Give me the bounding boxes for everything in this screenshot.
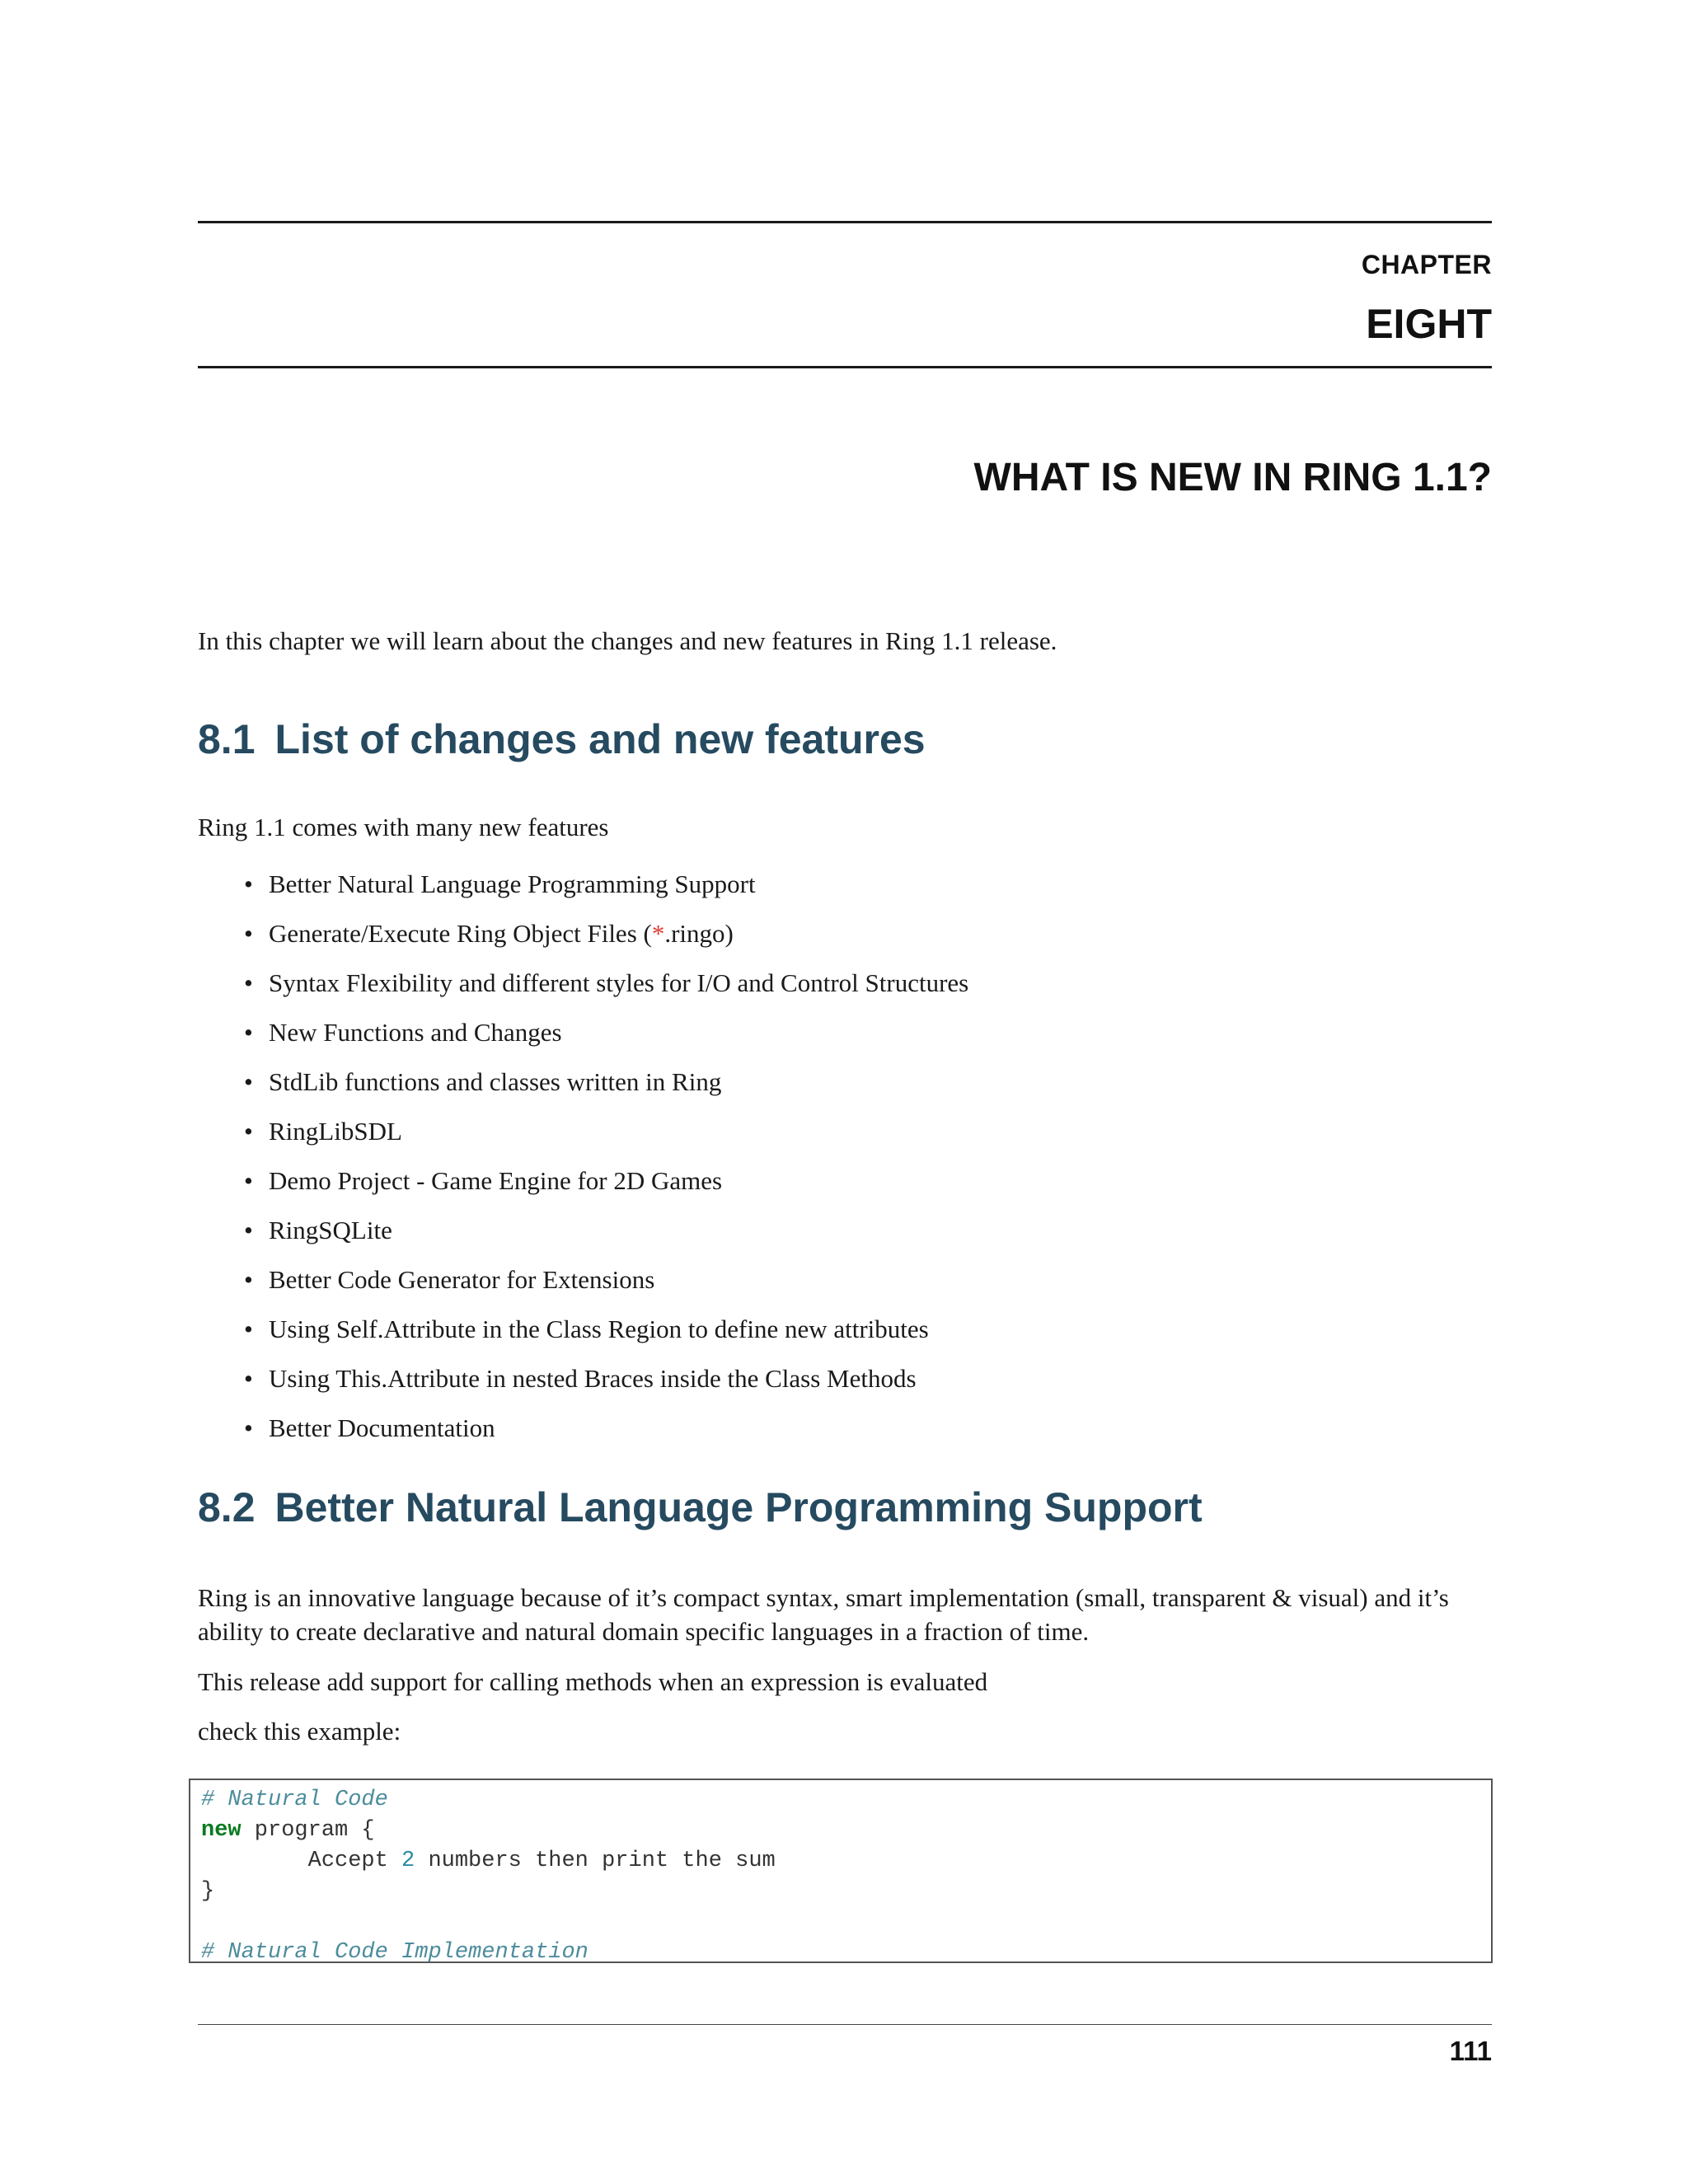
code-text: numbers then print the sum (415, 1849, 776, 1873)
code-keyword: new (201, 1818, 241, 1843)
list-item[interactable]: • Syntax Flexibility and different styles for I/O and Control Structures (198, 967, 968, 1016)
bullet-icon: • (244, 1315, 253, 1343)
code-text: } (201, 1879, 215, 1904)
code-listing (190, 1780, 1491, 1963)
list-item[interactable]: • Using This.Attribute in nested Braces inside the Class Methods (198, 1362, 968, 1412)
feature-list (198, 868, 968, 1461)
section-heading-8-2[interactable] (198, 1483, 1203, 1531)
chapter-title: WHAT IS NEW IN RING 1.1? (973, 456, 1492, 499)
intro-paragraph: In this chapter we will learn about the changes and new features in Ring 1.1 release. (198, 626, 1057, 655)
code-block[interactable] (189, 1779, 1493, 1963)
page-number: 111 (1449, 2036, 1492, 2066)
bullet-icon: • (244, 1364, 253, 1393)
bullet-icon: • (244, 1265, 253, 1294)
code-number: 2 (401, 1849, 415, 1873)
section-title: Better Natural Language Programming Support (274, 1484, 1203, 1530)
section-title: List of changes and new features (274, 716, 926, 762)
list-item[interactable]: • Better Code Generator for Extensions (198, 1263, 968, 1313)
code-text: Accept (201, 1849, 402, 1873)
list-item[interactable]: • Better Natural Language Programming Support (198, 868, 968, 917)
list-item[interactable]: • StdLib functions and classes written in Ring (198, 1066, 968, 1115)
list-item[interactable]: • Generate/Execute Ring Object Files (*.ringo) (198, 917, 968, 967)
code-comment: # Natural Code Implementation (201, 1940, 588, 1963)
chapter-top-rule (198, 221, 1492, 223)
list-item[interactable]: • Better Documentation (198, 1412, 968, 1461)
bullet-icon: • (244, 919, 253, 948)
code-comment: # Natural Code (201, 1788, 388, 1812)
section2-paragraph-2: This release add support for calling methods when an expression is evaluated (198, 1667, 988, 1696)
section2-paragraph-1: Ring is an innovative language because of it’s compact syntax, smart implementation (small, transparent & visual) and it’s ability to create declarative and natural domain specific languages in a fraction of time. (198, 1583, 1449, 1646)
section-number: 8.1 (198, 716, 256, 762)
chapter-number: EIGHT (1366, 301, 1492, 347)
bullet-icon: • (244, 1018, 253, 1047)
section-lead: Ring 1.1 comes with many new features (198, 813, 609, 841)
bullet-icon: • (244, 1166, 253, 1195)
bullet-icon: • (244, 1117, 253, 1146)
chapter-bottom-rule (198, 366, 1492, 368)
bullet-icon: • (244, 1067, 253, 1096)
section2-paragraph-3: check this example: (198, 1717, 401, 1746)
bullet-icon: • (244, 968, 253, 997)
code-text: program { (241, 1818, 375, 1843)
bullet-icon: • (244, 1216, 253, 1244)
list-item[interactable]: • RingSQLite (198, 1214, 968, 1263)
chapter-label: CHAPTER (1361, 250, 1492, 279)
bullet-icon: • (244, 1413, 253, 1442)
list-item[interactable]: • Using Self.Attribute in the Class Region to define new attributes (198, 1313, 968, 1362)
list-item[interactable]: • Demo Project - Game Engine for 2D Games (198, 1165, 968, 1214)
list-item[interactable]: • New Functions and Changes (198, 1016, 968, 1066)
section-number: 8.2 (198, 1484, 256, 1530)
bullet-icon: • (244, 869, 253, 898)
section-heading-8-1[interactable] (198, 715, 926, 763)
list-item[interactable]: • RingLibSDL (198, 1115, 968, 1165)
wildcard-star: * (651, 919, 665, 948)
footer-rule (198, 2024, 1492, 2025)
